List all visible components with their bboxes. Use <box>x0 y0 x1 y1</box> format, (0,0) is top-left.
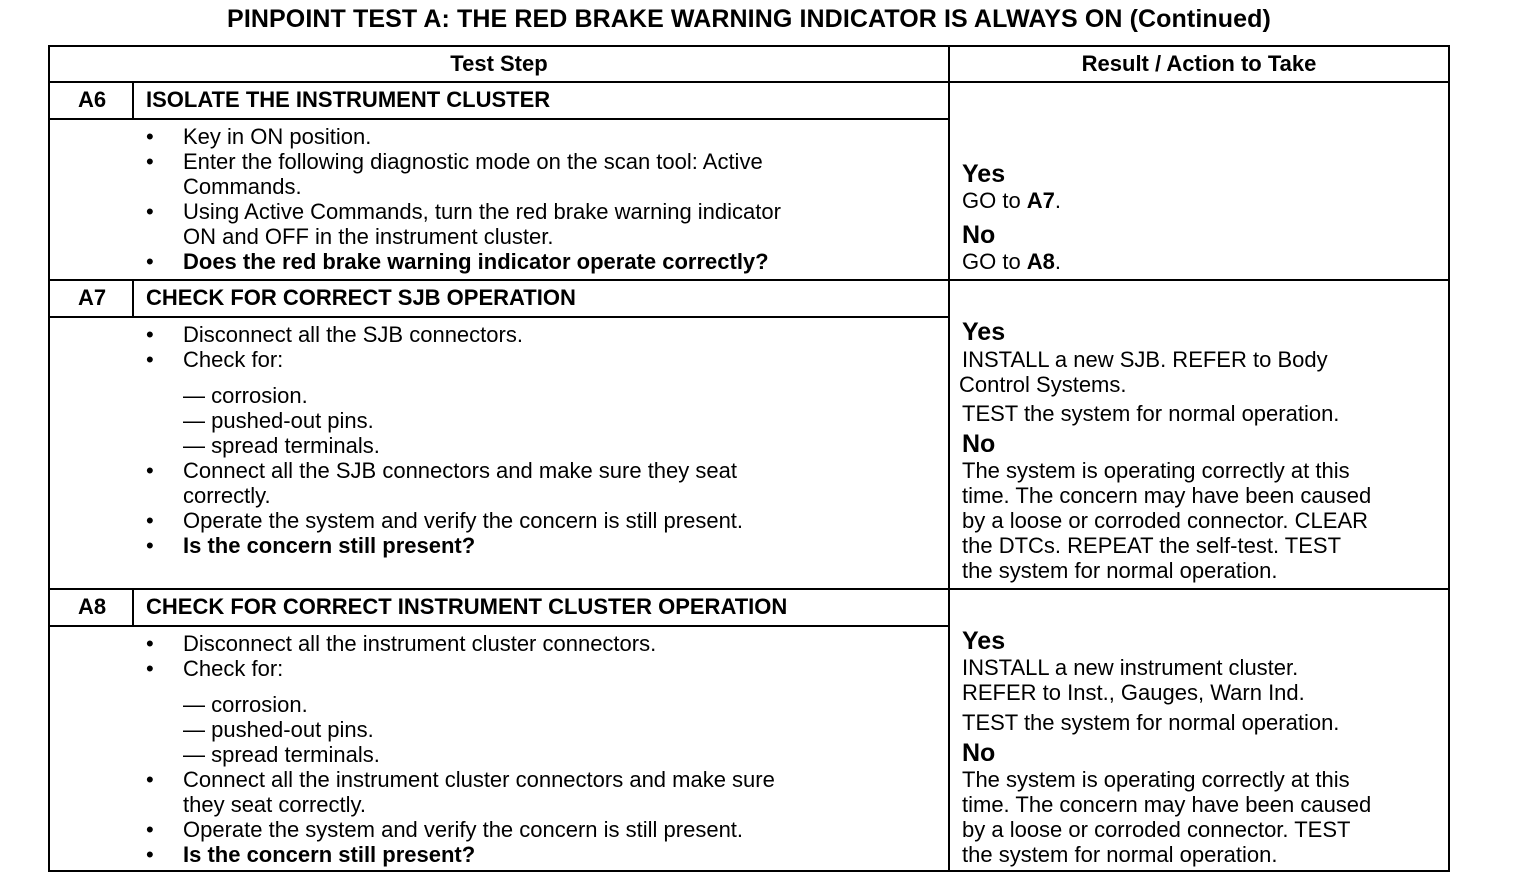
bullet-icon: • <box>146 656 154 681</box>
step-title-a8: CHECK FOR CORRECT INSTRUMENT CLUSTER OPERATION <box>146 594 788 619</box>
step-question: Is the concern still present? <box>183 842 476 867</box>
step-line: ON and OFF in the instrument cluster. <box>183 224 554 249</box>
step-line: Disconnect all the SJB connectors. <box>183 322 523 347</box>
no-label: No <box>962 739 996 767</box>
check-item: — spread terminals. <box>183 742 380 767</box>
step-line: Connect all the SJB connectors and make sure they seat <box>183 458 737 483</box>
step-title-a6: ISOLATE THE INSTRUMENT CLUSTER <box>146 87 551 112</box>
no-action: the system for normal operation. <box>962 842 1278 867</box>
pinpoint-test-table <box>48 45 1450 872</box>
step-question: Is the concern still present? <box>183 533 476 558</box>
step-id-a6: A6 <box>77 87 107 112</box>
yes-label: Yes <box>962 160 1006 188</box>
check-item: — corrosion. <box>183 692 308 717</box>
bullet-icon: • <box>146 508 154 533</box>
yes-action: REFER to Inst., Gauges, Warn Ind. <box>962 680 1305 705</box>
no-action: by a loose or corroded connector. CLEAR <box>962 508 1369 533</box>
yes-action: Control Systems. <box>959 372 1127 397</box>
step-line: Using Active Commands, turn the red brake warning indicator <box>183 199 781 224</box>
header-test-step: Test Step <box>450 51 548 76</box>
bullet-icon: • <box>146 533 154 558</box>
step-id-a8: A8 <box>77 594 107 619</box>
step-question: Does the red brake warning indicator operate correctly? <box>183 249 769 274</box>
yes-label: Yes <box>962 627 1006 655</box>
check-item: — corrosion. <box>183 383 308 408</box>
step-line: Connect all the instrument cluster connectors and make sure <box>183 767 775 792</box>
bullet-icon: • <box>146 631 154 656</box>
check-item: — pushed-out pins. <box>183 717 374 742</box>
id-divider <box>132 590 134 626</box>
check-item: — pushed-out pins. <box>183 408 374 433</box>
step-line: Enter the following diagnostic mode on the scan tool: Active <box>183 149 763 174</box>
yes-action: TEST the system for normal operation. <box>962 710 1340 735</box>
step-line: Commands. <box>183 174 302 199</box>
row-divider <box>50 588 1448 590</box>
bullet-icon: • <box>146 347 154 372</box>
yes-action: INSTALL a new instrument cluster. <box>962 655 1299 680</box>
bullet-icon: • <box>146 249 154 274</box>
no-action: The system is operating correctly at this <box>962 767 1350 792</box>
bullet-icon: • <box>146 767 154 792</box>
header-divider <box>50 81 1448 83</box>
bullet-icon: • <box>146 124 154 149</box>
column-divider <box>948 47 950 870</box>
step-title-a7: CHECK FOR CORRECT SJB OPERATION <box>146 285 576 310</box>
yes-action: GO to A7. <box>962 188 1062 213</box>
no-action: GO to A8. <box>962 249 1062 274</box>
step-line: Operate the system and verify the concern is still present. <box>183 508 744 533</box>
bullet-icon: • <box>146 322 154 347</box>
page-title: PINPOINT TEST A: THE RED BRAKE WARNING INDICATOR IS ALWAYS ON (Continued) <box>227 5 1271 33</box>
step-line: Disconnect all the instrument cluster connectors. <box>183 631 657 656</box>
bullet-icon: • <box>146 149 154 174</box>
id-divider <box>132 83 134 119</box>
no-action: the system for normal operation. <box>962 558 1278 583</box>
step-line: they seat correctly. <box>183 792 366 817</box>
row-divider <box>50 279 1448 281</box>
title-divider <box>50 316 948 318</box>
step-line: Check for: <box>183 656 284 681</box>
step-id-a7: A7 <box>77 285 107 310</box>
bullet-icon: • <box>146 199 154 224</box>
bullet-icon: • <box>146 458 154 483</box>
yes-label: Yes <box>962 318 1006 346</box>
yes-action: TEST the system for normal operation. <box>962 401 1340 426</box>
step-line: Check for: <box>183 347 284 372</box>
title-divider <box>50 625 948 627</box>
no-label: No <box>962 430 996 458</box>
no-action: the DTCs. REPEAT the self-test. TEST <box>962 533 1342 558</box>
id-divider <box>132 281 134 317</box>
bullet-icon: • <box>146 817 154 842</box>
check-item: — spread terminals. <box>183 433 380 458</box>
no-label: No <box>962 221 996 249</box>
step-line: Operate the system and verify the concern is still present. <box>183 817 744 842</box>
no-action: time. The concern may have been caused <box>962 483 1372 508</box>
header-result: Result / Action to Take <box>1081 51 1317 76</box>
yes-action: INSTALL a new SJB. REFER to Body <box>962 347 1328 372</box>
title-divider <box>50 118 948 120</box>
no-action: time. The concern may have been caused <box>962 792 1372 817</box>
no-action: The system is operating correctly at this <box>962 458 1350 483</box>
no-action: by a loose or corroded connector. TEST <box>962 817 1351 842</box>
step-line: correctly. <box>183 483 271 508</box>
bullet-icon: • <box>146 842 154 867</box>
step-line: Key in ON position. <box>183 124 372 149</box>
